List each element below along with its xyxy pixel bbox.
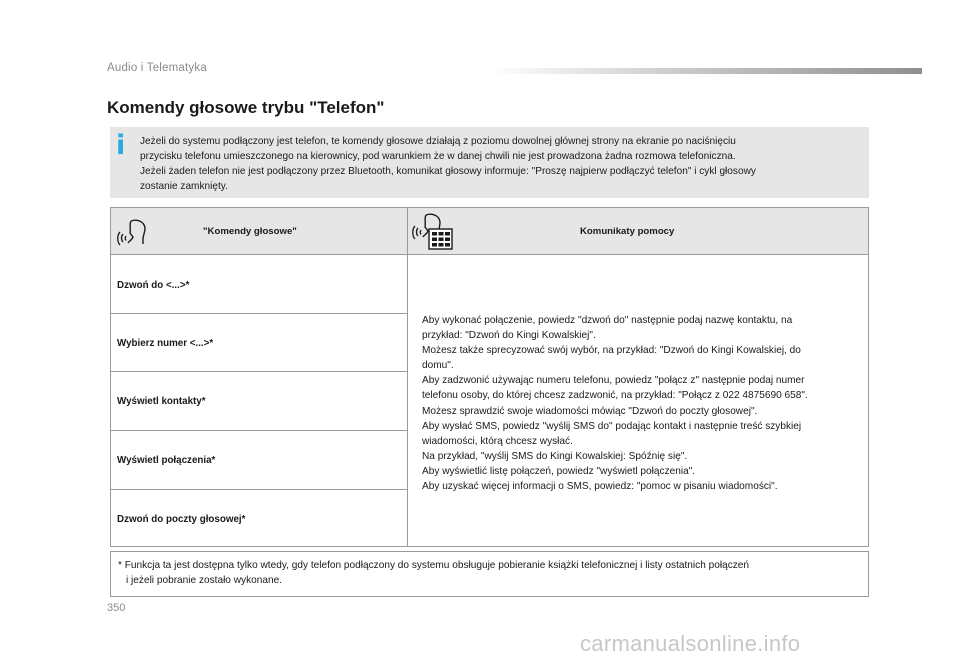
section-label: Audio i Telematyka — [107, 62, 207, 74]
help-line: Aby wysłać SMS, powiedz "wyślij SMS do" podając kontakt i następnie treść szybkiej — [422, 420, 802, 432]
command-show-contacts: Wyświetl kontakty* — [117, 396, 206, 407]
page-title: Komendy głosowe trybu "Telefon" — [107, 98, 385, 117]
info-line: Jeżeli do systemu podłączony jest telefon, te komendy głosowe działają z poziomu dowolnej głównej strony na ekranie po naciśnięciu — [140, 136, 736, 147]
table-header-left — [111, 208, 408, 254]
command-voicemail: Dzwoń do poczty głosowej* — [117, 514, 246, 525]
table-header-right — [408, 208, 868, 254]
info-text — [140, 134, 860, 194]
info-icon: i — [116, 130, 126, 161]
help-line: przykład: "Dzwoń do Kingi Kowalskiej". — [422, 330, 596, 342]
watermark: carmanualsonline.info — [580, 631, 801, 656]
footnote-line: * Funkcja ta jest dostępna tylko wtedy, gdy telefon podłączony do systemu obsługuje pobieranie książki telefonicznej i listy ostatnich połączeń — [118, 560, 750, 571]
header-voice-commands: "Komendy głosowe" — [203, 226, 297, 237]
help-messages-text — [422, 313, 862, 494]
help-line: Na przykład, "wyślij SMS do Kingi Kowalskiej: Spóźnię się". — [422, 450, 688, 462]
footnote-text — [118, 558, 853, 588]
info-line: Jeżeli żaden telefon nie jest podłączony przez Bluetooth, komunikat głosowy informuje: "Proszę najpierw podłączyć telefon" i cykl głosowy — [140, 166, 756, 177]
help-messages-icon — [412, 212, 456, 250]
command-dial-number: Wybierz numer <...>* — [117, 338, 214, 349]
voice-command-icon — [117, 217, 149, 247]
help-line: wiadomości, którą chcesz wysłać. — [422, 435, 573, 447]
help-line: Aby wyświetlić listę połączeń, powiedz "wyświetl połączenia". — [422, 465, 696, 477]
footnote-box — [110, 551, 869, 597]
command-show-calls: Wyświetl połączenia* — [117, 455, 216, 466]
row-divider — [111, 371, 407, 372]
row-divider — [111, 489, 407, 490]
header-divider — [111, 254, 868, 255]
info-line: przycisku telefonu umieszczonego na kierownicy, pod warunkiem że w danej chwili nie jest prowadzona żadna rozmowa telefoniczna. — [140, 151, 736, 162]
row-divider — [111, 430, 407, 431]
help-line: Aby zadzwonić używając numeru telefonu, powiedz "połącz z" następnie podaj numer — [422, 375, 805, 387]
help-line: domu". — [422, 360, 454, 372]
help-line: Aby wykonać połączenie, powiedz "dzwoń do" następnie podaj nazwę kontaktu, na — [422, 315, 793, 326]
voice-commands-table — [110, 207, 869, 547]
page-number: 350 — [107, 602, 126, 614]
footnote-line: i jeżeli pobranie zostało wykonane. — [126, 575, 282, 586]
column-divider — [407, 208, 408, 547]
row-divider — [111, 313, 407, 314]
info-line: zostanie zamknięty. — [140, 181, 228, 192]
help-line: Aby uzyskać więcej informacji o SMS, powiedz: "pomoc w pisaniu wiadomości". — [422, 481, 778, 493]
command-call: Dzwoń do <...>* — [117, 280, 190, 291]
header-gradient-bar — [490, 68, 922, 74]
info-box — [110, 127, 869, 198]
help-line: Możesz sprawdzić swoje wiadomości mówiąc "Dzwoń do poczty głosowej". — [422, 405, 758, 417]
help-line: telefonu osoby, do której chcesz zadzwonić, na przykład: "Połącz z 022 4875690 658". — [422, 390, 808, 402]
header-help-messages: Komunikaty pomocy — [580, 226, 675, 237]
help-line: Możesz także sprecyzować swój wybór, na przykład: "Dzwoń do Kingi Kowalskiej, do — [422, 345, 801, 357]
